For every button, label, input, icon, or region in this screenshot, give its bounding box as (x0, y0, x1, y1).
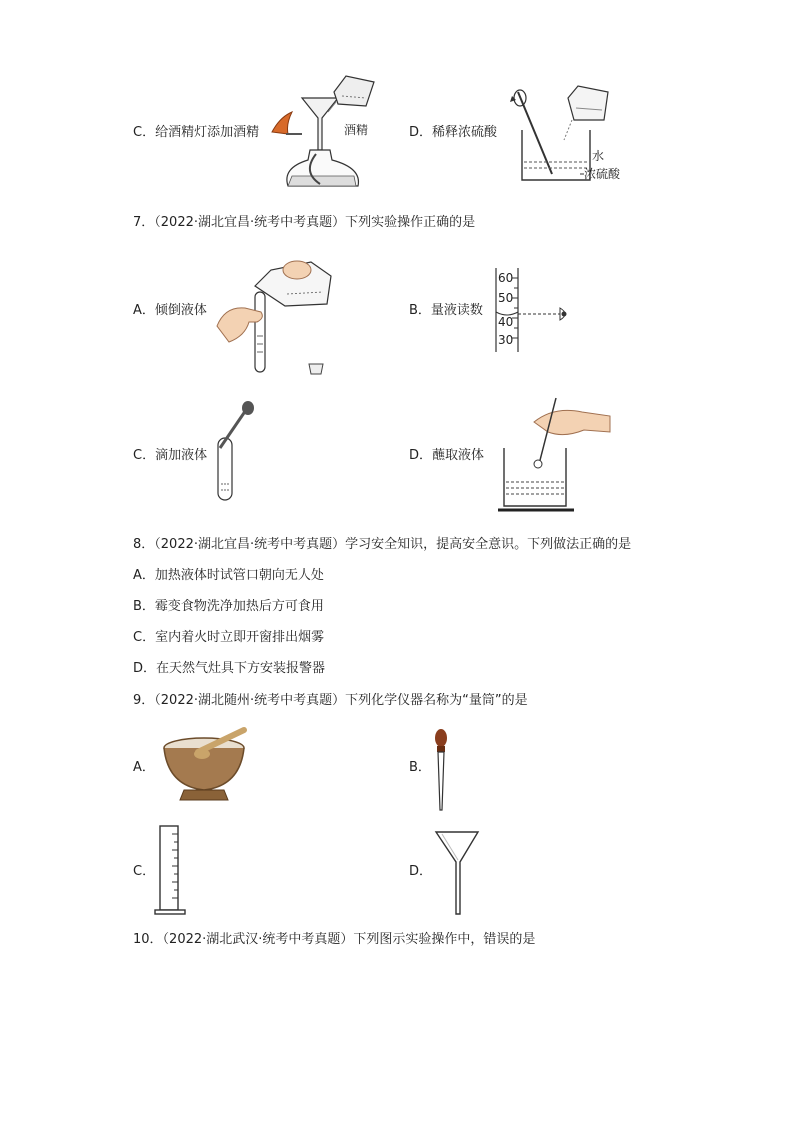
q6-c-alcohol-lamp-refill-figure (262, 72, 382, 194)
q7-option-b-label: B．量液读数 (409, 303, 483, 318)
q7-d-dip-liquid-figure (494, 392, 612, 518)
q6-option-d-label: D．稀释浓硫酸 (409, 125, 498, 140)
q10-stem: 10．（2022·湖北武汉·统考中考真题）下列图示实验操作中，错误的是 (133, 932, 536, 947)
tick-60: 60 (498, 271, 514, 285)
q7-option-d-label: D．蘸取液体 (409, 448, 485, 463)
q9-b-dropper-figure (432, 728, 452, 812)
tick-50: 50 (498, 291, 514, 305)
q6-d-acid-label: 浓硫酸 (584, 167, 621, 181)
tick-30: 30 (498, 333, 514, 347)
q7-stem: 7．（2022·湖北宜昌·统考中考真题）下列实验操作正确的是 (133, 215, 476, 230)
q6-c-alcohol-label: 酒精 (344, 123, 369, 137)
q6-option-c-label: C．给酒精灯添加酒精 (133, 125, 260, 140)
q9-d-funnel-figure (434, 830, 482, 916)
q7-option-a-label: A．倾倒液体 (133, 303, 207, 318)
q7-c-dropper-figure (210, 400, 260, 504)
tick-40: 40 (498, 315, 514, 329)
q7-b-read-cylinder-figure (492, 268, 582, 354)
q9-option-a-label: A． (133, 760, 155, 775)
q8-option-b: B．霉变食物洗净加热后方可食用 (133, 599, 324, 614)
q9-option-c-label: C． (133, 864, 156, 879)
q7-option-c-label: C．滴加液体 (133, 448, 208, 463)
q9-a-mortar-pestle-figure (158, 726, 254, 806)
q9-c-graduated-cylinder-figure (154, 824, 188, 916)
q9-option-b-label: B． (409, 760, 431, 775)
q9-option-d-label: D． (409, 864, 433, 879)
q7-a-pour-liquid-figure (215, 246, 340, 376)
q8-option-c: C．室内着火时立即开窗排出烟雾 (133, 630, 325, 645)
q8-stem: 8．（2022·湖北宜昌·统考中考真题）学习安全知识，提高安全意识。下列做法正确的是 (133, 537, 632, 552)
q6-d-water-label: 水 (592, 149, 605, 163)
q6-d-dilute-acid-figure (508, 78, 628, 186)
q8-option-a: A．加热液体时试管口朝向无人处 (133, 568, 324, 583)
q8-option-d: D．在天然气灶具下方安装报警器 (133, 661, 326, 676)
q9-stem: 9．（2022·湖北随州·统考中考真题）下列化学仪器名称为“量筒”的是 (133, 693, 528, 708)
